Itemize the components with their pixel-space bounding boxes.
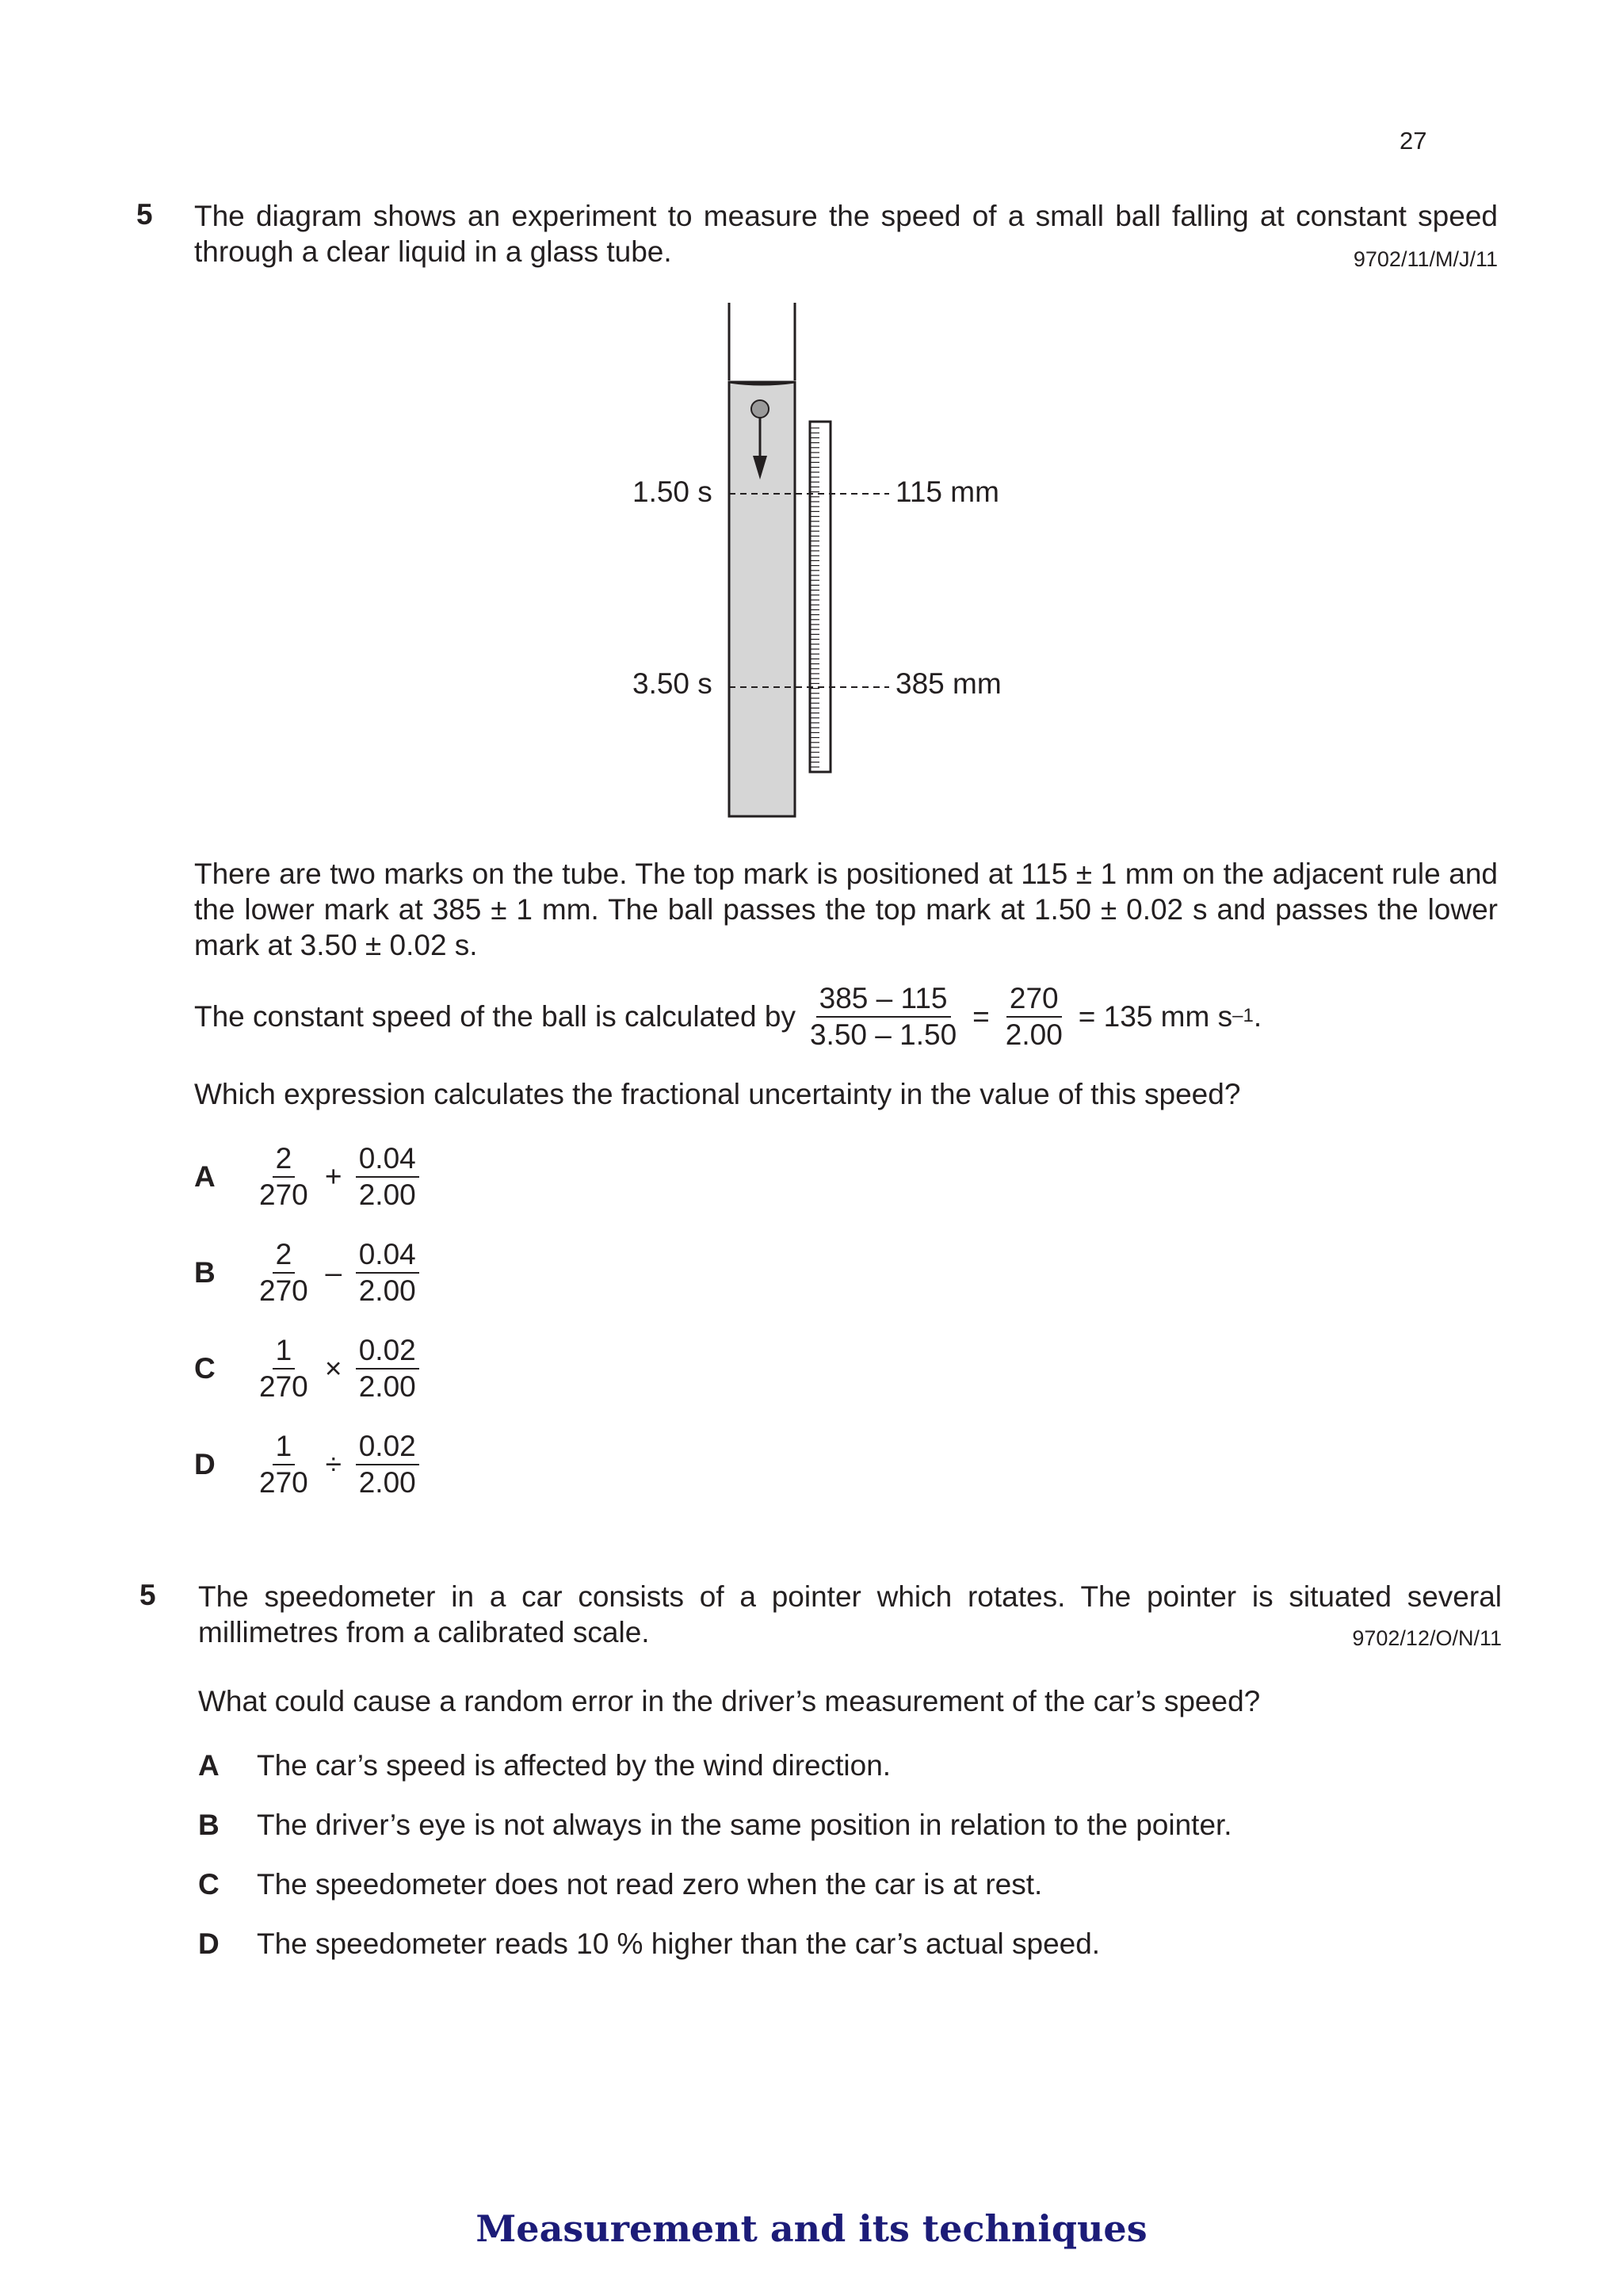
operator: ÷: [325, 1447, 342, 1480]
numerator: 1: [273, 1431, 296, 1465]
speed-fraction-2: [1002, 983, 1066, 1051]
q1-speed-calculation: [194, 983, 1262, 1051]
choice-b[interactable]: [198, 1809, 1232, 1868]
option-letter: D: [194, 1447, 216, 1480]
option-letter: C: [194, 1351, 216, 1385]
option-letter: A: [194, 1160, 216, 1193]
numerator: 0.04: [356, 1239, 419, 1274]
numerator: 2: [273, 1239, 296, 1274]
option-fraction-1: [256, 1431, 311, 1499]
option-fraction-1: [256, 1239, 311, 1307]
q2-question: What could cause a random error in the driver’s measurement of the car’s speed?: [198, 1685, 1261, 1717]
position-bottom-label: 385 mm: [896, 667, 1002, 700]
speed-equals: =: [972, 1000, 990, 1033]
falling-ball-diagram: [602, 293, 1046, 824]
choice-c[interactable]: [198, 1868, 1232, 1927]
speed-frac1-numerator: 385 – 115: [816, 983, 951, 1018]
position-top-label: 115 mm: [896, 476, 999, 508]
choice-text: The driver’s eye is not always in the same position in relation to the pointer.: [257, 1809, 1232, 1841]
numerator: 0.04: [356, 1143, 419, 1178]
q2-number: 5: [139, 1579, 156, 1611]
denominator: 2.00: [358, 1370, 416, 1403]
speed-frac2-numerator: 270: [1006, 983, 1062, 1018]
numerator: 1: [273, 1335, 296, 1370]
choice-letter: B: [198, 1809, 220, 1841]
option-fraction-2: [356, 1431, 419, 1499]
operator: +: [324, 1160, 342, 1193]
denominator: 2.00: [358, 1465, 416, 1499]
q1-marks-paragraph: There are two marks on the tube. The top mark is positioned at 115 ± 1 mm on the adjacent rule and the lower mark at 385 ± 1 mm. The ball passes the top mark at 1.50 ± 0.02 s and passes the lower mark at 3.50 ± 0.02 s.: [194, 858, 1498, 961]
ball: [751, 400, 769, 418]
liquid-column: [729, 382, 795, 816]
option-fraction-2: [356, 1143, 419, 1211]
option-fraction-1: [256, 1335, 311, 1403]
q1-intro-line1: The diagram shows an experiment to measure the speed of a small ball falling at constant speed: [194, 200, 1498, 232]
speed-result: = 135 mm s: [1078, 1000, 1233, 1033]
q1-intro-line2: through a clear liquid in a glass tube.: [194, 235, 672, 268]
speed-frac1-denominator: 3.50 – 1.50: [809, 1018, 957, 1051]
speed-result-period: .: [1253, 1000, 1262, 1033]
option-fraction-1: [256, 1143, 311, 1211]
option-letter: B: [194, 1255, 216, 1289]
choice-text: The speedometer reads 10 % higher than the car’s actual speed.: [257, 1927, 1101, 1960]
choice-letter: D: [198, 1927, 220, 1960]
q1-question: Which expression calculates the fractional uncertainty in the value of this speed?: [194, 1078, 1241, 1110]
choice-letter: A: [198, 1749, 220, 1782]
operator: –: [325, 1255, 342, 1289]
choice-letter: C: [198, 1868, 220, 1901]
option-d[interactable]: [194, 1416, 419, 1512]
page-number: 27: [1400, 127, 1427, 155]
option-b[interactable]: [194, 1224, 419, 1320]
denominator: 2.00: [358, 1274, 416, 1307]
q2-intro-line2: millimetres from a calibrated scale.: [198, 1616, 650, 1648]
denominator: 270: [259, 1274, 308, 1307]
footer-title: Measurement and its techniques: [475, 2207, 1148, 2250]
denominator: 270: [259, 1370, 308, 1403]
choice-text: The car’s speed is affected by the wind direction.: [257, 1749, 892, 1782]
denominator: 2.00: [358, 1179, 416, 1211]
option-c[interactable]: [194, 1320, 419, 1416]
denominator: 270: [259, 1179, 308, 1211]
option-fraction-2: [356, 1335, 419, 1403]
speed-text: The constant speed of the ball is calculated by: [194, 1000, 796, 1033]
q2-choices: [198, 1749, 1232, 1987]
time-bottom-label: 3.50 s: [632, 667, 712, 700]
q1-reference: 9702/11/M/J/11: [1353, 247, 1498, 271]
speed-result-exponent: –1: [1232, 1005, 1254, 1026]
numerator: 0.02: [356, 1431, 419, 1465]
choice-a[interactable]: [198, 1749, 1232, 1809]
option-fraction-2: [356, 1239, 419, 1307]
time-top-label: 1.50 s: [632, 476, 712, 508]
numerator: 0.02: [356, 1335, 419, 1370]
denominator: 270: [259, 1465, 308, 1499]
choice-d[interactable]: [198, 1927, 1232, 1987]
option-a[interactable]: [194, 1129, 419, 1224]
q2-intro-line1: The speedometer in a car consists of a pointer which rotates. The pointer is situated several: [198, 1580, 1502, 1613]
metre-rule: [810, 422, 831, 772]
choice-text: The speedometer does not read zero when the car is at rest.: [257, 1868, 1043, 1901]
numerator: 2: [273, 1143, 296, 1178]
speed-frac2-denominator: 2.00: [1005, 1018, 1063, 1051]
speed-fraction-1: [807, 983, 960, 1051]
q1-number: 5: [136, 198, 153, 231]
q1-options: [194, 1129, 419, 1512]
operator: ×: [324, 1351, 342, 1385]
q2-reference: 9702/12/O/N/11: [1352, 1626, 1502, 1650]
